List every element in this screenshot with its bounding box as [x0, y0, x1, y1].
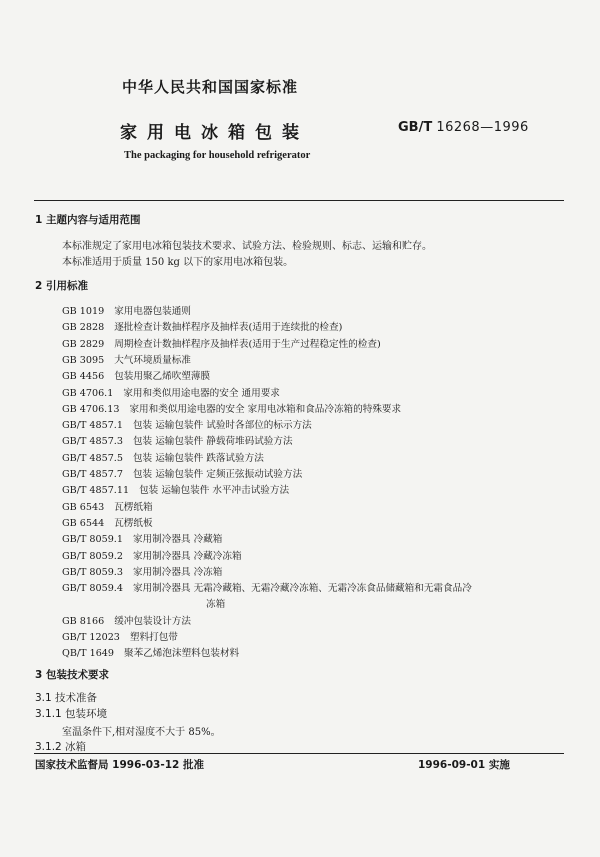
reference-item — [62, 629, 178, 643]
reference-code: GB/T 4857.1 — [62, 420, 123, 432]
reference-item — [62, 433, 293, 447]
reference-item — [62, 303, 191, 317]
section-2-heading: 2 引用标准 — [35, 280, 88, 292]
reference-code: GB/T 8059.4 — [62, 583, 123, 595]
reference-title: 包装 运输包装件 跌落试验方法 — [132, 452, 264, 464]
reference-code: GB 3095 — [62, 354, 105, 366]
section-1-line-2: 本标准适用于质量 150 kg 以下的家用电冰箱包装。 — [62, 257, 294, 268]
section-3-1-1-heading: 3.1.1 包装环境 — [35, 708, 108, 720]
reference-title: 周期检查计数抽样程序及抽样表(适用于生产过程稳定性的检查) — [114, 338, 381, 350]
reference-title: 家用电器包装通则 — [114, 306, 191, 317]
reference-item — [62, 368, 210, 382]
reference-item — [62, 499, 153, 513]
section-3-heading: 3 包装技术要求 — [35, 669, 109, 681]
reference-code: GB 8166 — [62, 615, 105, 627]
section-3-1-2-heading: 3.1.2 冰箱 — [35, 741, 87, 753]
reference-title: 缓冲包装设计方法 — [114, 615, 191, 627]
reference-title: 瓦楞纸板 — [114, 517, 153, 529]
reference-item — [62, 417, 312, 431]
reference-item — [62, 352, 191, 366]
reference-code: GB 2828 — [62, 322, 105, 334]
reference-item — [62, 466, 302, 480]
section-1-heading: 1 主题内容与适用范围 — [35, 214, 141, 226]
reference-title: 包装 运输包装件 静载荷堆码试验方法 — [132, 436, 293, 448]
english-title: The packaging for household refrigerator — [124, 150, 311, 161]
footer-divider — [34, 753, 564, 754]
reference-item — [62, 548, 242, 562]
reference-item — [206, 596, 225, 610]
issuer-approval: 国家技术监督局 1996-03-12 批准 — [35, 759, 204, 771]
reference-item — [62, 515, 153, 529]
reference-code: GB 2829 — [62, 338, 105, 350]
reference-code: GB/T 4857.5 — [62, 452, 123, 464]
reference-title: 家用和类似用途电器的安全 家用电冰箱和食品冷冻箱的特殊要求 — [129, 403, 402, 415]
reference-title: 家用制冷器具 无霜冷藏箱、无霜冷藏冷冻箱、无霜冷冻食品储藏箱和无霜食品冷 — [132, 583, 472, 595]
standard-title: 家用电冰箱包装 — [120, 123, 309, 143]
reference-item — [62, 319, 342, 333]
reference-title: 大气环境质量标准 — [114, 354, 191, 366]
reference-item — [62, 645, 239, 659]
reference-title: 包装 运输包装件 定频正弦振动试验方法 — [132, 469, 303, 480]
reference-item — [62, 401, 401, 415]
reference-code: GB/T 12023 — [62, 632, 120, 643]
reference-code: GB 4706.13 — [62, 403, 120, 415]
reference-code: GB/T 4857.3 — [62, 436, 123, 448]
reference-code: GB/T 8059.1 — [62, 534, 123, 546]
reference-title: 包装 运输包装件 水平冲击试验方法 — [139, 485, 290, 497]
reference-item — [62, 613, 191, 627]
reference-code: GB/T 8059.3 — [62, 566, 123, 578]
reference-item — [62, 580, 472, 594]
reference-title: 家用制冷器具 冷冻箱 — [132, 566, 223, 578]
section-1-line-1: 本标准规定了家用电冰箱包装技术要求、试验方法、检验规则、标志、运输和贮存。 — [62, 241, 432, 252]
reference-title: 包装用聚乙烯吹塑薄膜 — [114, 371, 211, 383]
reference-code: GB 4456 — [62, 371, 105, 383]
reference-title: 塑料打包带 — [129, 632, 178, 643]
reference-code: GB 6544 — [62, 517, 105, 529]
section-3-1-heading: 3.1 技术准备 — [35, 692, 98, 704]
reference-title: 家用和类似用途电器的安全 通用要求 — [123, 387, 280, 399]
reference-item — [62, 531, 222, 545]
reference-item — [62, 336, 381, 350]
reference-code: GB 1019 — [62, 306, 105, 317]
header-divider — [34, 200, 564, 201]
reference-item — [62, 450, 264, 464]
reference-title: 家用制冷器具 冷藏冷冻箱 — [132, 550, 242, 562]
reference-code: QB/T 1649 — [62, 648, 115, 660]
reference-code: GB/T 8059.2 — [62, 550, 123, 562]
code-prefix: GB/T — [398, 120, 433, 135]
reference-item — [62, 482, 289, 496]
reference-title: 逐批检查计数抽样程序及抽样表(适用于连续批的检查) — [114, 322, 343, 334]
reference-title: 家用制冷器具 冷藏箱 — [132, 534, 223, 546]
reference-title: 聚苯乙烯泡沫塑料包装材料 — [124, 648, 240, 660]
effective-date: 1996-09-01 实施 — [418, 759, 510, 771]
reference-item — [62, 564, 222, 578]
reference-code: GB/T 4857.7 — [62, 469, 123, 480]
reference-item — [62, 385, 280, 399]
code-number: 16268—1996 — [436, 120, 529, 135]
section-3-1-1-text: 室温条件下,相对湿度不大于 85%。 — [62, 727, 221, 738]
reference-title: 冻箱 — [206, 599, 226, 611]
reference-title: 包装 运输包装件 试验时各部位的标示方法 — [132, 420, 312, 432]
standard-code — [398, 120, 529, 135]
reference-code: GB 4706.1 — [62, 387, 114, 399]
national-standard-heading: 中华人民共和国国家标准 — [122, 78, 299, 96]
reference-code: GB/T 4857.11 — [62, 485, 130, 497]
reference-title: 瓦楞纸箱 — [114, 501, 153, 513]
reference-code: GB 6543 — [62, 501, 105, 513]
